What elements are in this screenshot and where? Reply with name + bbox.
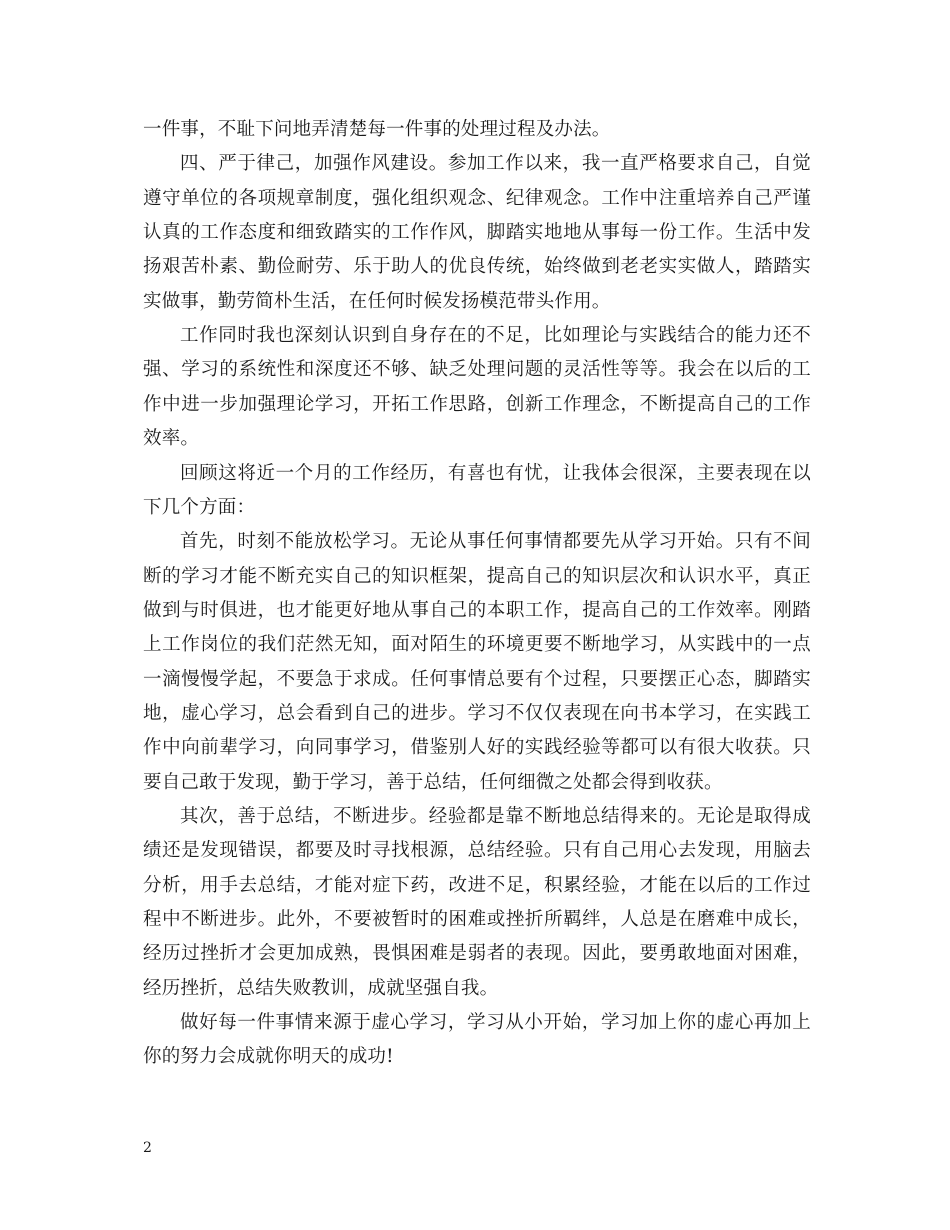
- paragraph-line: 做好每一件事情来源于虚心学习，学习从小开始，学习加上你的虚心再加上: [180, 1012, 811, 1034]
- paragraph-line: 认真的工作态度和细致踏实的工作作风，脚踏实地地从事每一份工作。生活中发: [143, 222, 811, 244]
- paragraph-line: 做到与时俱进，也才能更好地从事自己的本职工作，提高自己的工作效率。刚踏: [143, 599, 811, 621]
- paragraph-line: 经历挫折，总结失败教训，成就坚强自我。: [143, 977, 499, 999]
- paragraph-line: 四、严于律己，加强作风建设。参加工作以来，我一直严格要求自己，自觉: [180, 153, 811, 175]
- paragraph-line: 你的努力会成就你明天的成功!: [143, 1046, 394, 1068]
- paragraph-line: 作中进一步加强理论学习，开拓工作思路，创新工作理念，不断提高自己的工作: [143, 393, 811, 415]
- paragraph-line: 上工作岗位的我们茫然无知，面对陌生的环境更要不断地学习，从实践中的一点: [143, 634, 811, 656]
- page-number: 2: [143, 1140, 152, 1156]
- paragraph-line: 一件事，不耻下问地弄清楚每一件事的处理过程及办法。: [143, 119, 611, 140]
- paragraph-line: 分析，用手去总结，才能对症下药，改进不足，积累经验，才能在以后的工作过: [143, 874, 811, 896]
- paragraph-line: 要自己敢于发现，勤于学习，善于总结，任何细微之处都会得到收获。: [143, 771, 723, 793]
- paragraph-line: 扬艰苦朴素、勤俭耐劳、乐于助人的优良传统，始终做到老老实实做人，踏踏实: [143, 256, 811, 278]
- paragraph-line: 经历过挫折才会更加成熟，畏惧困难是弱者的表现。因此，要勇敢地面对困难，: [143, 943, 811, 965]
- paragraph-line: 绩还是发现错误，都要及时寻找根源，总结经验。只有自己用心去发现，用脑去: [143, 840, 811, 862]
- paragraph-line: 地，虚心学习，总会看到自己的进步。学习不仅仅表现在向书本学习，在实践工: [143, 702, 811, 724]
- paragraph-line: 回顾这将近一个月的工作经历，有喜也有忧，让我体会很深，主要表现在以: [180, 462, 811, 484]
- paragraph-line: 其次，善于总结，不断进步。经验都是靠不断地总结得来的。无论是取得成: [180, 806, 811, 827]
- paragraph-line: 遵守单位的各项规章制度，强化组织观念、纪律观念。工作中注重培养自己严谨: [143, 187, 811, 209]
- paragraph-line: 工作同时我也深刻认识到自身存在的不足，比如理论与实践结合的能力还不: [180, 325, 811, 347]
- paragraph-line: 断的学习才能不断充实自己的知识框架，提高自己的知识层次和认识水平，真正: [143, 565, 811, 587]
- paragraph-line: 效率。: [143, 428, 200, 450]
- paragraph-line: 首先，时刻不能放松学习。无论从事任何事情都要先从学习开始。只有不间: [180, 531, 811, 553]
- paragraph-line: 实做事，勤劳简朴生活，在任何时候发扬模范带头作用。: [143, 290, 611, 312]
- paragraph-line: 下几个方面：: [143, 496, 256, 518]
- paragraph-line: 作中向前辈学习，向同事学习，借鉴别人好的实践经验等都可以有很大收获。只: [143, 737, 811, 759]
- paragraph-line: 一滴慢慢学起，不要急于求成。任何事情总要有个过程，只要摆正心态，脚踏实: [143, 668, 811, 690]
- paragraph-line: 程中不断进步。此外，不要被暂时的困难或挫折所羁绊，人总是在磨难中成长，: [143, 909, 811, 931]
- paragraph-line: 强、学习的系统性和深度还不够、缺乏处理问题的灵活性等等。我会在以后的工: [143, 359, 811, 381]
